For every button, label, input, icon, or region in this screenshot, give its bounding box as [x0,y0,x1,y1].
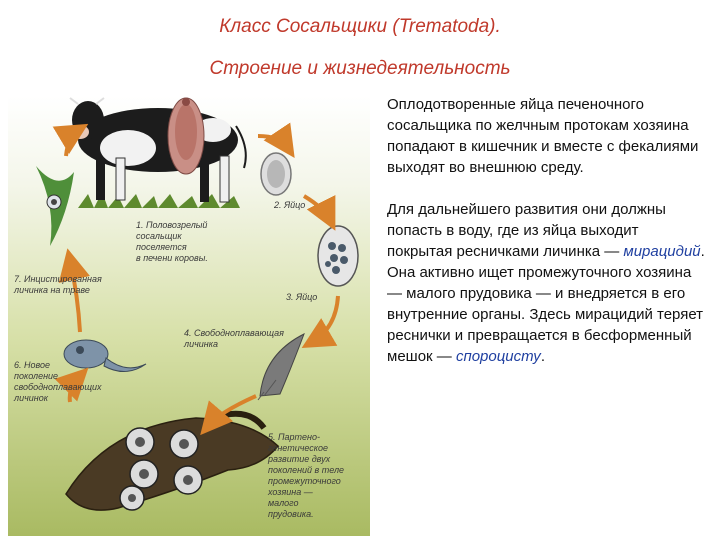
paragraph-2-part-2: . Она активно ищет промежуточного хозяина — малого прудовика — и внедряется в его внутренние органы. Здесь мирацидий теряет реснички и превращается в бесформенный мешок — [387,243,705,365]
paragraph-2-part-3: . [540,348,545,365]
term-miracidium: мирацидий [623,243,701,260]
egg-stage-2 [261,153,291,195]
paragraph-1: Оплодотворенные яйца печеночного сосальщика по желчным протокам хозяина попадают в кишечник и вместе с фекалиями выходят во внешнюю среду. [387,96,699,176]
life-cycle-illustration [8,96,370,536]
page-title: Класс Сосальщики (Trematoda). [219,16,501,37]
caption-6: 6. Новое поколение свободноплавающих личинок [14,360,102,403]
caption-1: 1. Половозрелый сосальщик поселяется в печени коровы. [136,220,208,263]
term-sporocyst: спороцисту [455,348,541,365]
description-text [387,94,707,367]
caption-7: 7. Инцистированная личинка на траве [14,274,102,295]
caption-5: 5. Партено- генетическое развитие двух поколений в теле промежуточного хозяина — малого прудовика. [268,432,345,519]
caption-4: 4. Свободноплавающая личинка [184,328,284,349]
cow-drawing [70,98,246,202]
page-subtitle: Строение и жизнедеятельность [209,58,511,79]
paragraph-2-part-1: Для дальнейшего развития они должны попасть в воду, где из яйца выходит покрытая ресничками личинка — [387,201,666,260]
pond-snail [66,414,278,510]
egg-stage-3 [318,226,358,286]
caption-2: 2. Яйцо [274,200,306,210]
caption-3: 3. Яйцо [286,292,318,302]
adult-fluke [168,98,204,174]
grass-blade-cyst [36,166,74,246]
paragraph-2 [387,199,707,367]
